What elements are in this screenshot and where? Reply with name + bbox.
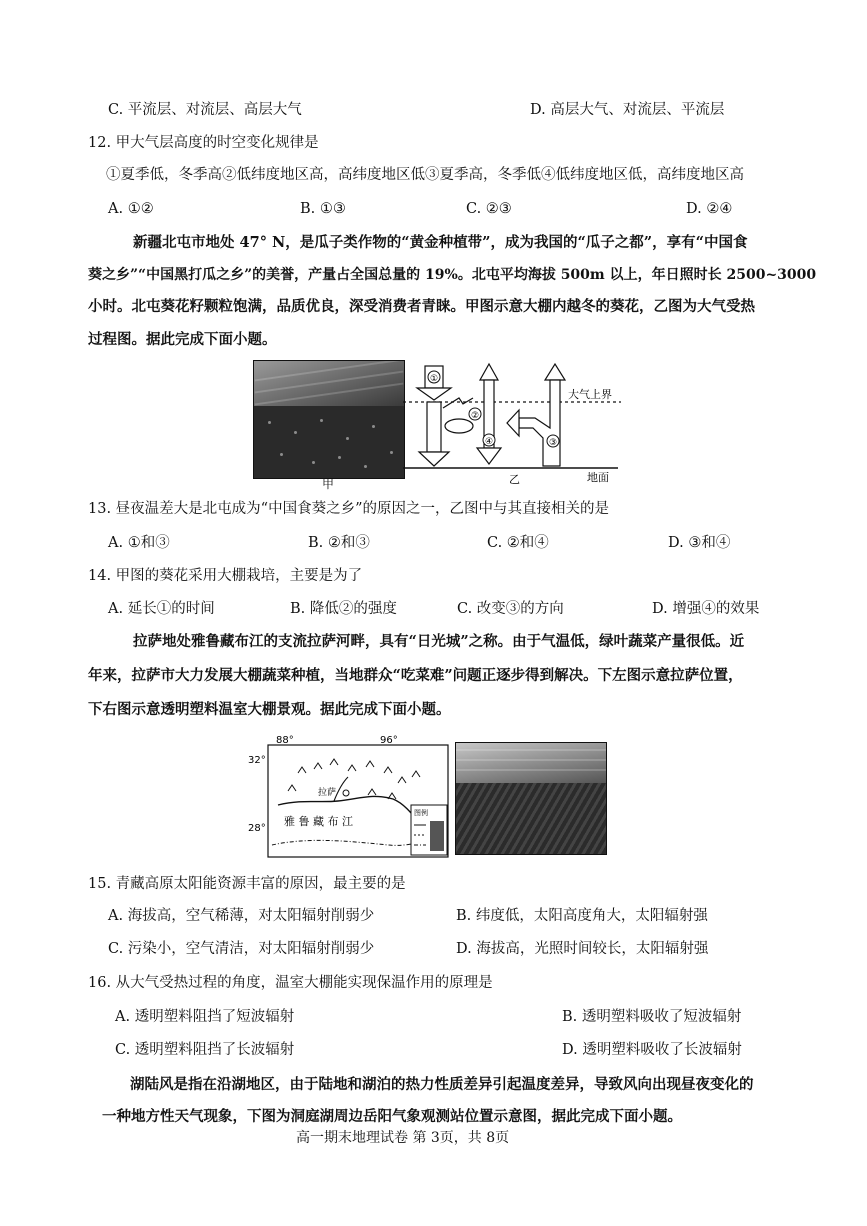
q14-option-a: A. 延长①的时间: [108, 601, 215, 617]
q13-option-b: B. ②和③: [308, 535, 370, 551]
q12-option-d: D. ②④: [686, 201, 733, 217]
q16-option-b: B. 透明塑料吸收了短波辐射: [562, 1009, 742, 1025]
q14-option-d: D. 增强④的效果: [652, 601, 760, 617]
label-2: ②: [470, 411, 480, 421]
q13-stem: 13. 昼夜温差大是北屯成为“中国食葵之乡”的原因之一，乙图中与其直接相关的是: [88, 501, 609, 517]
label-1: ①: [429, 374, 439, 384]
passage1-line4: 过程图。据此完成下面小题。: [88, 331, 277, 348]
q12-option-a: A. ①②: [108, 201, 154, 217]
q11-option-d: D. 高层大气、对流层、平流层: [530, 102, 725, 118]
legend-title: 图例: [414, 809, 428, 817]
q13-option-d: D. ③和④: [668, 535, 731, 551]
q15-option-b: B. 纬度低，太阳高度角大，太阳辐射强: [456, 908, 708, 924]
q15-option-c: C. 污染小，空气清洁，对太阳辐射削弱少: [108, 941, 375, 957]
figure-label-jia: 甲: [322, 477, 335, 491]
longitude-96: 96°: [380, 735, 398, 746]
passage3-line1: 湖陆风是指在沿湖地区，由于陆地和湖泊的热力性质差异引起温度差异，导致风向出现昼夜变化的: [130, 1076, 754, 1093]
q16-option-a: A. 透明塑料阻挡了短波辐射: [115, 1009, 295, 1025]
q13-option-a: A. ①和③: [108, 535, 170, 551]
label-3: ③: [548, 438, 558, 448]
latitude-28: 28°: [248, 823, 266, 834]
label-4: ④: [484, 437, 494, 447]
q12-option-b: B. ①③: [300, 201, 346, 217]
passage2-line1: 拉萨地处雅鲁藏布江的支流拉萨河畔，具有“日光城”之称。由于气温低，绿叶蔬菜产量很低。近: [133, 633, 745, 650]
q14-stem: 14. 甲图的葵花采用大棚栽培，主要是为了: [88, 568, 363, 584]
q15-stem: 15. 青藏高原太阳能资源丰富的原因，最主要的是: [88, 876, 406, 892]
q14-option-b: B. 降低②的强度: [290, 601, 397, 617]
q16-option-d: D. 透明塑料吸收了长波辐射: [562, 1042, 742, 1058]
q12-option-c: C. ②③: [466, 201, 512, 217]
longitude-88: 88°: [276, 735, 294, 746]
q12-statements: ①夏季低，冬季高②低纬度地区高，高纬度地区低③夏季高，冬季低④低纬度地区低，高纬度地区高: [106, 167, 744, 183]
river-label: 雅 鲁 藏 布 江: [284, 815, 353, 828]
passage1-line3: 小时。北屯葵花籽颗粒饱满，品质优良，深受消费者青睐。甲图示意大棚内越冬的葵花，乙图为大气受热: [88, 298, 755, 315]
q11-option-c: C. 平流层、对流层、高层大气: [108, 102, 302, 118]
q16-option-c: C. 透明塑料阻挡了长波辐射: [115, 1042, 295, 1058]
passage1-line2: 葵之乡”“中国黑打瓜之乡”的美誉，产量占全国总量的 19%。北屯平均海拔 500m 以上，年日照时长 2500~3000: [88, 267, 817, 283]
page-footer: 高一期末地理试卷 第 3页，共 8页: [296, 1130, 510, 1146]
plastic-greenhouse-photo: [455, 742, 607, 855]
atmosphere-heating-diagram: [403, 358, 623, 488]
q12-stem: 12. 甲大气层高度的时空变化规律是: [88, 135, 319, 151]
q15-option-d: D. 海拔高，光照时间较长，太阳辐射强: [456, 941, 709, 957]
passage2-line3: 下右图示意透明塑料温室大棚景观。据此完成下面小题。: [88, 701, 451, 718]
atmosphere-top-label: 大气上界: [568, 388, 612, 401]
passage1-line1: 新疆北屯市地处 47° N，是瓜子类作物的“黄金种植带”，成为我国的“瓜子之都”，享有“中国食: [133, 234, 748, 251]
ground-label: 地面: [587, 471, 609, 484]
passage3-line2: 一种地方性天气现象，下图为洞庭湖周边岳阳气象观测站位置示意图，据此完成下面小题。: [102, 1108, 682, 1125]
lhasa-location-map: [248, 733, 453, 861]
q15-option-a: A. 海拔高，空气稀薄，对太阳辐射削弱少: [108, 908, 375, 924]
figure-label-yi: 乙: [509, 473, 520, 486]
latitude-32: 32°: [248, 755, 266, 766]
q14-option-c: C. 改变③的方向: [457, 601, 564, 617]
passage2-line2: 年来，拉萨市大力发展大棚蔬菜种植，当地群众“吃菜难”问题正逐步得到解决。下左图示意拉萨位置，: [88, 667, 743, 684]
q13-option-c: C. ②和④: [487, 535, 549, 551]
q16-stem: 16. 从大气受热过程的角度，温室大棚能实现保温作用的原理是: [88, 975, 493, 991]
lhasa-label: 拉萨: [318, 788, 337, 798]
sunflower-greenhouse-photo: [253, 360, 405, 479]
